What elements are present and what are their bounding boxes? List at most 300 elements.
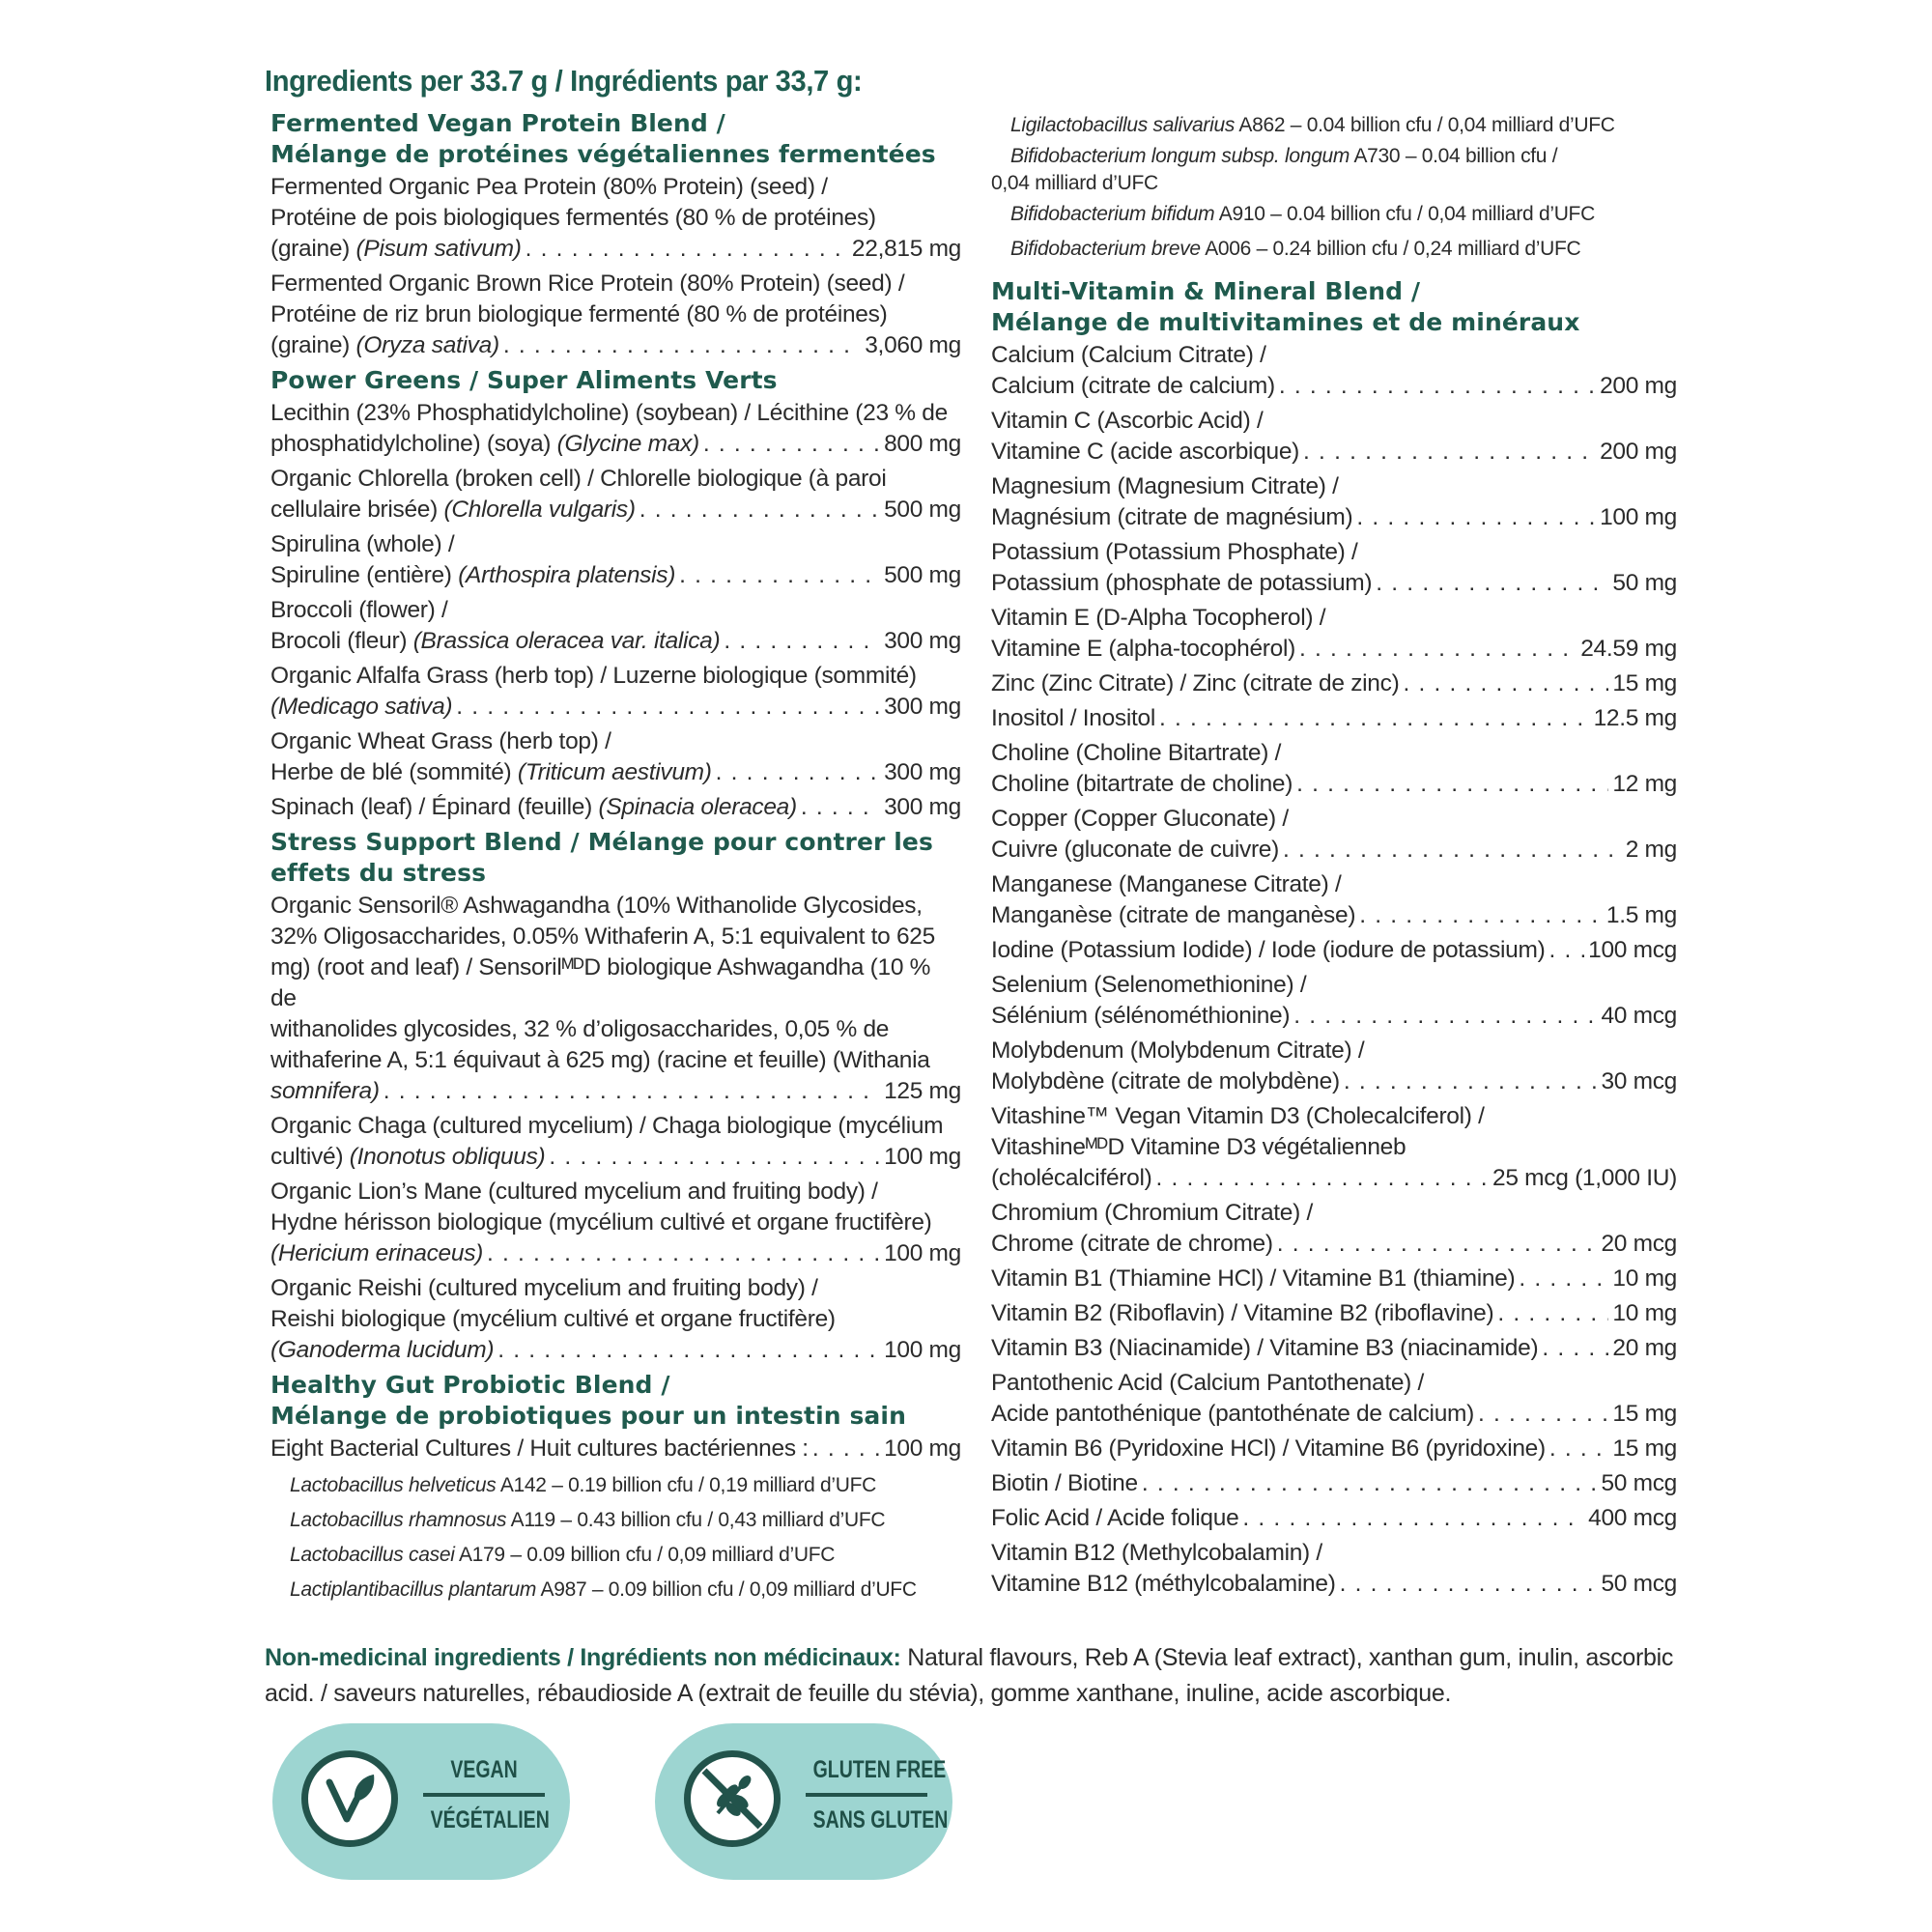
ingredient-amount: 15 mg xyxy=(1612,1435,1677,1462)
ingredient-text: Sélénium (sélénométhionine) xyxy=(991,1003,1291,1029)
ingredient-last-line xyxy=(991,835,1279,866)
ingredient-item xyxy=(270,172,961,265)
ingredient-amount-row xyxy=(270,429,961,460)
ingredient-text: Iodine (Potassium Iodide) / Iode (iodure de potassium) xyxy=(991,937,1546,963)
leader-dots xyxy=(503,330,861,361)
ingredient-last-line xyxy=(991,769,1293,800)
ingredient-line: Organic Lion’s Mane (cultured mycelium and fruiting body) / xyxy=(270,1179,878,1205)
ingredient-amount: 50 mg xyxy=(1612,570,1677,596)
ingredient-last-line xyxy=(991,1001,1290,1032)
greens-list xyxy=(270,398,961,823)
ingredient-amount-row xyxy=(991,1569,1677,1600)
ingredient-line: Manganese (Manganese Citrate) / xyxy=(991,871,1342,897)
leader-dots xyxy=(526,234,848,265)
ingredient-last-line xyxy=(270,1076,380,1107)
ingredient-item xyxy=(270,1111,961,1173)
ingredient-item xyxy=(991,935,1677,966)
leader-dots xyxy=(497,1335,880,1366)
ingredient-amount-row xyxy=(991,835,1677,866)
ingredient-line: mg) (root and leaf) / SensorilᴹᴰD biologique Ashwagandha (10 % de xyxy=(270,954,931,1011)
ingredient-text: Molybdène (citrate de molybdène) xyxy=(991,1068,1340,1094)
ingredient-amount-row xyxy=(991,900,1677,931)
ingredient-amount-row xyxy=(991,1434,1677,1464)
gluten-free-label-en: GLUTEN FREE xyxy=(812,1756,947,1783)
ingredient-last-line xyxy=(270,792,797,823)
strain-count: A910 – 0.04 billion cfu / 0,04 milliard d’UFC xyxy=(1214,203,1595,225)
ingredient-item xyxy=(991,1264,1677,1294)
page-title: Ingredients per 33.7 g / Ingrédients par 33,7 g: xyxy=(265,64,863,98)
ingredient-line: Copper (Copper Gluconate) / xyxy=(991,806,1289,832)
ingredient-amount-row xyxy=(991,1503,1677,1534)
strain-count: A730 – 0.04 billion cfu / xyxy=(1350,145,1558,167)
scientific-name: (Medicago sativa) xyxy=(270,694,453,720)
ingredient-last-line xyxy=(991,703,1155,734)
ingredient-last-line xyxy=(270,1335,494,1366)
ingredient-amount-row xyxy=(270,757,961,788)
ingredient-line: Magnesium (Magnesium Citrate) / xyxy=(991,473,1339,499)
strain-name: Bifidobacterium bifidum xyxy=(1010,203,1215,225)
leader-dots xyxy=(1159,703,1590,734)
probiotic-strain xyxy=(991,197,1677,232)
ingredient-amount-row xyxy=(991,1333,1677,1364)
strain-count: A006 – 0.24 billion cfu / 0,24 milliard d’UFC xyxy=(1200,238,1581,260)
ingredient-last-line xyxy=(991,1434,1546,1464)
ingredient-amount: 25 mcg (1,000 IU) xyxy=(1492,1165,1677,1191)
right-column xyxy=(991,108,1677,1604)
ingredient-amount: 15 mg xyxy=(1612,1401,1677,1427)
vegan-badge xyxy=(272,1723,570,1880)
ingredient-amount: 400 mcg xyxy=(1588,1505,1677,1531)
ingredient-item xyxy=(991,1468,1677,1499)
ingredient-amount: 100 mg xyxy=(884,1144,961,1170)
probiotic-total-amount: 100 mg xyxy=(884,1435,961,1462)
ingredient-last-line xyxy=(991,1468,1138,1499)
leader-dots xyxy=(1296,769,1608,800)
ingredient-last-line xyxy=(991,1229,1273,1260)
ingredient-item xyxy=(270,269,961,361)
ingredient-amount: 100 mcg xyxy=(1588,937,1677,963)
ingredient-line: Calcium (Calcium Citrate) / xyxy=(991,342,1266,368)
leader-dots xyxy=(1519,1264,1608,1294)
ingredient-item xyxy=(991,804,1677,866)
ingredient-item xyxy=(270,1273,961,1366)
ingredient-amount: 50 mcg xyxy=(1601,1470,1677,1496)
leader-dots xyxy=(1497,1298,1608,1329)
ingredient-line: Organic Chlorella (broken cell) / Chlorelle biologique (à paroi xyxy=(270,466,887,492)
ingredient-amount: 200 mg xyxy=(1600,373,1677,399)
ingredient-text: Vitamin B1 (Thiamine HCl) / Vitamine B1 (thiamine) xyxy=(991,1265,1516,1292)
ingredient-last-line xyxy=(991,1503,1238,1534)
leader-dots xyxy=(1356,502,1596,533)
leader-dots xyxy=(716,757,880,788)
ingredient-last-line xyxy=(991,568,1372,599)
ingredient-amount-row xyxy=(991,437,1677,468)
probiotic-strain xyxy=(991,108,1677,143)
ingredient-amount: 300 mg xyxy=(884,759,961,785)
ingredient-item xyxy=(991,603,1677,665)
probiotic-strain xyxy=(270,1573,961,1607)
leader-dots xyxy=(1359,900,1603,931)
probiotic-strain xyxy=(991,143,1677,170)
ingredient-text: Cuivre (gluconate de cuivre) xyxy=(991,837,1279,863)
ingredient-amount-row xyxy=(270,234,961,265)
ingredient-amount-row xyxy=(991,568,1677,599)
ingredient-amount-row xyxy=(270,626,961,657)
strain-name: Lactiplantibacillus plantarum xyxy=(290,1578,537,1601)
probiotic-strain-cont: 0,04 milliard d’UFC xyxy=(991,172,1158,194)
probiotic-strain xyxy=(270,1503,961,1538)
ingredient-last-line xyxy=(991,1163,1151,1194)
vitamins-heading-line1: Multi-Vitamin & Mineral Blend / xyxy=(991,277,1421,305)
ingredient-text: (cholécalciférol) xyxy=(991,1165,1152,1191)
strain-name: Lactobacillus helveticus xyxy=(290,1474,497,1496)
ingredient-last-line xyxy=(991,1333,1538,1364)
badge-divider xyxy=(423,1793,545,1797)
ingredient-text: (graine) xyxy=(270,332,351,358)
ingredient-item xyxy=(991,1503,1677,1534)
ingredient-amount-row xyxy=(991,1399,1677,1430)
ingredient-amount: 200 mg xyxy=(1600,439,1677,465)
ingredient-amount: 125 mg xyxy=(884,1078,961,1104)
ingredient-line: Organic Sensoril® Ashwagandha (10% Withanolide Glycosides, xyxy=(270,893,923,919)
non-medicinal-ingredients xyxy=(265,1640,1685,1712)
scientific-name: (Arthospira platensis) xyxy=(458,562,676,588)
ingredient-amount-row xyxy=(991,1163,1677,1194)
ingredient-item xyxy=(991,1434,1677,1464)
ingredient-amount-row xyxy=(991,1229,1677,1260)
ingredient-amount-row xyxy=(270,1335,961,1366)
ingredient-last-line xyxy=(991,371,1275,402)
ingredient-amount-row xyxy=(270,792,961,823)
ingredient-line: Pantothenic Acid (Calcium Pantothenate) / xyxy=(991,1370,1425,1396)
scientific-name: (Ganoderma lucidum) xyxy=(270,1337,495,1363)
ingredient-item xyxy=(991,703,1677,734)
leader-dots xyxy=(1549,1434,1609,1464)
ingredient-amount: 500 mg xyxy=(884,497,961,523)
ingredient-amount-row xyxy=(991,668,1677,699)
ingredient-amount: 12 mg xyxy=(1612,771,1677,797)
leader-dots xyxy=(724,626,880,657)
scientific-name: somnifera) xyxy=(270,1078,380,1104)
ingredient-text: Spiruline (entière) xyxy=(270,562,452,588)
ingredient-amount: 300 mg xyxy=(884,794,961,820)
ingredient-amount: 100 mg xyxy=(1600,504,1677,530)
ingredient-line: Organic Chaga (cultured mycelium) / Chaga biologique (mycélium xyxy=(270,1113,944,1139)
probiotic-strain xyxy=(270,1468,961,1503)
probiotic-strain xyxy=(991,232,1677,267)
ingredient-text: Spinach (leaf) / Épinard (feuille) xyxy=(270,794,592,820)
leader-dots xyxy=(1340,1569,1598,1600)
ingredient-text: Vitamin B2 (Riboflavin) / Vitamine B2 (riboflavine) xyxy=(991,1300,1494,1326)
section-heading-probiotic xyxy=(270,1370,961,1432)
left-column xyxy=(270,106,961,1607)
leader-dots xyxy=(801,792,880,823)
ingredient-amount-row xyxy=(991,1298,1677,1329)
ingredient-line: Lecithin (23% Phosphatidylcholine) (soybean) / Lécithine (23 % de xyxy=(270,400,948,426)
scientific-name: (Brassica oleracea var. italica) xyxy=(412,628,721,654)
ingredient-line: 32% Oligosaccharides, 0.05% Withaferin A, 5:1 equivalent to 625 xyxy=(270,923,935,950)
ingredient-amount-row xyxy=(270,560,961,591)
ingredient-text: Potassium (phosphate de potassium) xyxy=(991,570,1373,596)
ingredient-line: Hydne hérisson biologique (mycélium cultivé et organe fructifère) xyxy=(270,1209,932,1236)
ingredient-line: Protéine de pois biologiques fermentés (80 % de protéines) xyxy=(270,205,876,231)
strain-name: Ligilactobacillus salivarius xyxy=(1010,114,1236,136)
ingredient-amount: 30 mcg xyxy=(1601,1068,1677,1094)
ingredient-line: Reishi biologique (mycélium cultivé et organe fructifère) xyxy=(270,1306,836,1332)
ingredient-amount-row xyxy=(991,1066,1677,1097)
ingredient-line: Broccoli (flower) / xyxy=(270,597,448,623)
ingredient-amount: 1.5 mg xyxy=(1605,902,1677,928)
ingredient-last-line xyxy=(991,1399,1474,1430)
ingredient-last-line xyxy=(270,429,699,460)
ingredient-item xyxy=(991,1036,1677,1097)
ingredient-line: Molybdenum (Molybdenum Citrate) / xyxy=(991,1037,1365,1064)
section-heading-vitamins xyxy=(991,276,1677,338)
leader-dots xyxy=(1376,568,1608,599)
ingredient-item xyxy=(991,340,1677,402)
ingredient-last-line xyxy=(991,502,1352,533)
ingredient-last-line xyxy=(991,1264,1515,1294)
ingredient-amount-row xyxy=(991,703,1677,734)
ingredient-amount-row xyxy=(270,330,961,361)
leader-dots xyxy=(703,429,880,460)
section-heading-protein xyxy=(270,108,961,170)
ingredient-last-line xyxy=(270,1238,483,1269)
ingredient-line: withaferine A, 5:1 équivaut à 625 mg) (racine et feuille) (Withania xyxy=(270,1047,930,1073)
ingredient-amount-row xyxy=(991,935,1677,966)
strain-count: A119 – 0.43 billion cfu / 0,43 milliard d’UFC xyxy=(506,1509,886,1531)
non-medicinal-label: Non-medicinal ingredients / Ingrédients non médicinaux: xyxy=(265,1644,901,1671)
vegan-label-fr: VÉGÉTALIEN xyxy=(430,1806,550,1833)
section-heading-greens: Power Greens / Super Aliments Verts xyxy=(270,366,778,394)
ingredient-text: Acide pantothénique (pantothénate de calcium) xyxy=(991,1401,1474,1427)
stress-heading-line2: effets du stress xyxy=(270,859,487,887)
ingredient-last-line xyxy=(270,757,712,788)
ingredient-line: Vitamin C (Ascorbic Acid) / xyxy=(991,408,1264,434)
vegan-leaf-icon xyxy=(301,1750,398,1847)
leader-dots xyxy=(1403,668,1608,699)
section-heading-stress xyxy=(270,827,961,889)
ingredient-item xyxy=(270,464,961,526)
ingredient-text: Biotin / Biotine xyxy=(991,1470,1138,1496)
probiotic-strain-list-cont xyxy=(991,108,1677,267)
ingredient-last-line xyxy=(991,1569,1336,1600)
ingredient-text: Vitamin B6 (Pyridoxine HCl) / Vitamine B6 (pyridoxine) xyxy=(991,1435,1546,1462)
ingredient-line: Spirulina (whole) / xyxy=(270,531,455,557)
ingredient-amount: 24.59 mg xyxy=(1580,636,1677,662)
ingredient-text: Zinc (Zinc Citrate) / Zinc (citrate de zinc) xyxy=(991,670,1400,696)
gluten-free-badge xyxy=(655,1723,952,1880)
ingredient-amount-row xyxy=(991,1468,1677,1499)
leader-dots xyxy=(679,560,880,591)
ingredient-last-line xyxy=(270,330,499,361)
ingredient-amount-row xyxy=(270,692,961,723)
ingredient-item xyxy=(991,537,1677,599)
protein-heading-line2: Mélange de protéines végétaliennes fermentées xyxy=(270,140,936,168)
ingredient-text: Inositol / Inositol xyxy=(991,705,1155,731)
ingredient-item xyxy=(991,738,1677,800)
leader-dots xyxy=(456,692,880,723)
ingredient-amount: 800 mg xyxy=(884,431,961,457)
strain-count: A987 – 0.09 billion cfu / 0,09 milliard d’UFC xyxy=(536,1578,917,1601)
leader-dots xyxy=(1279,371,1596,402)
ingredient-amount: 300 mg xyxy=(884,628,961,654)
ingredient-item xyxy=(270,595,961,657)
probiotic-total xyxy=(270,1434,961,1464)
strain-count: A862 – 0.04 billion cfu / 0,04 milliard d’UFC xyxy=(1235,114,1615,136)
ingredient-line: Potassium (Potassium Phosphate) / xyxy=(991,539,1358,565)
vegan-label-en: VEGAN xyxy=(450,1756,518,1783)
ingredient-amount-row xyxy=(991,634,1677,665)
ingredient-last-line xyxy=(991,437,1299,468)
strain-name: Bifidobacterium longum subsp. longum xyxy=(1010,145,1350,167)
leader-dots xyxy=(1548,935,1584,966)
ingredient-last-line xyxy=(270,495,636,526)
stress-list xyxy=(270,891,961,1366)
scientific-name: (Hericium erinaceus) xyxy=(270,1240,484,1266)
scientific-name: (Pisum sativum) xyxy=(355,236,522,262)
ingredient-line: Organic Wheat Grass (herb top) / xyxy=(270,728,611,754)
ingredient-line: VitashineᴹᴰD Vitamine D3 végétalienneb xyxy=(991,1134,1406,1160)
ingredient-amount-row xyxy=(991,1001,1677,1032)
ingredient-item xyxy=(991,1101,1677,1194)
ingredient-item xyxy=(270,398,961,460)
leader-dots xyxy=(1293,1001,1597,1032)
ingredient-line: Vitashine™ Vegan Vitamin D3 (Cholecalciferol) / xyxy=(991,1103,1485,1129)
ingredient-item xyxy=(270,529,961,591)
leader-dots xyxy=(1303,437,1596,468)
ingredient-item xyxy=(270,1177,961,1269)
ingredient-text: Magnésium (citrate de magnésium) xyxy=(991,504,1353,530)
vitamins-heading-line2: Mélange de multivitamines et de minéraux xyxy=(991,308,1580,336)
ingredient-amount-row xyxy=(991,371,1677,402)
scientific-name: (Oryza sativa) xyxy=(355,332,499,358)
ingredient-last-line xyxy=(270,560,675,591)
badge-divider xyxy=(806,1793,927,1797)
ingredient-text: cellulaire brisée) xyxy=(270,497,438,523)
leader-dots xyxy=(1344,1066,1598,1097)
ingredient-amount: 40 mcg xyxy=(1601,1003,1677,1029)
ingredient-last-line xyxy=(270,692,452,723)
strain-count: A142 – 0.19 billion cfu / 0,19 milliard d’UFC xyxy=(496,1474,877,1496)
leader-dots xyxy=(1242,1503,1584,1534)
ingredient-line: Organic Alfalfa Grass (herb top) / Luzerne biologique (sommité) xyxy=(270,663,917,689)
probiotic-strain xyxy=(270,1538,961,1573)
ingredient-amount: 10 mg xyxy=(1612,1265,1677,1292)
ingredient-item xyxy=(991,1198,1677,1260)
leader-dots xyxy=(549,1142,880,1173)
probiotic-total-label: Eight Bacterial Cultures / Huit cultures bactériennes : xyxy=(270,1435,809,1462)
leader-dots xyxy=(1155,1163,1489,1194)
ingredient-last-line xyxy=(270,626,720,657)
ingredient-amount: 500 mg xyxy=(884,562,961,588)
leader-dots xyxy=(1478,1399,1608,1430)
protein-list xyxy=(270,172,961,361)
ingredient-item xyxy=(270,661,961,723)
leader-dots xyxy=(1542,1333,1608,1364)
ingredient-text: Manganèse (citrate de manganèse) xyxy=(991,902,1356,928)
ingredient-amount-row xyxy=(991,502,1677,533)
ingredient-item xyxy=(991,1333,1677,1364)
scientific-name: (Triticum aestivum) xyxy=(517,759,712,785)
ingredient-amount: 10 mg xyxy=(1612,1300,1677,1326)
ingredient-text: Chrome (citrate de chrome) xyxy=(991,1231,1273,1257)
scientific-name: (Spinacia oleracea) xyxy=(598,794,797,820)
ingredient-amount-row xyxy=(270,1076,961,1107)
ingredient-line: Choline (Choline Bitartrate) / xyxy=(991,740,1282,766)
leader-dots xyxy=(1277,1229,1598,1260)
ingredient-text: Calcium (citrate de calcium) xyxy=(991,373,1275,399)
ingredient-line: Vitamin E (D-Alpha Tocopherol) / xyxy=(991,605,1326,631)
ingredient-text: Vitamine E (alpha-tocophérol) xyxy=(991,636,1295,662)
ingredient-text: Vitamin B3 (Niacinamide) / Vitamine B3 (niacinamide) xyxy=(991,1335,1539,1361)
non-medicinal-text: Natural flavours, Reb A (Stevia leaf extract), xanthan gum, inulin, ascorbic acid. / saveurs naturelles, rébaudioside A (extrait de feuille du stévia), gomme xanthane, inuline, acide ascorbique. xyxy=(265,1644,1674,1707)
ingredient-amount: 22,815 mg xyxy=(851,236,961,262)
ingredient-text: Choline (bitartrate de choline) xyxy=(991,771,1293,797)
ingredient-last-line xyxy=(991,634,1295,665)
ingredient-text: Folic Acid / Acide folique xyxy=(991,1505,1239,1531)
ingredient-amount-row xyxy=(270,495,961,526)
ingredient-item xyxy=(991,668,1677,699)
ingredient-last-line xyxy=(270,234,522,265)
ingredient-item xyxy=(991,1298,1677,1329)
ingredient-text: Herbe de blé (sommité) xyxy=(270,759,512,785)
ingredient-item xyxy=(991,471,1677,533)
ingredient-line: Fermented Organic Brown Rice Protein (80% Protein) (seed) / xyxy=(270,270,905,297)
vitamin-list xyxy=(991,340,1677,1600)
no-wheat-icon xyxy=(684,1750,781,1847)
probiotic-heading-line2: Mélange de probiotiques pour un intestin sain xyxy=(270,1402,906,1430)
ingredient-line: Protéine de riz brun biologique fermenté (80 % de protéines) xyxy=(270,301,888,327)
ingredient-amount: 20 mg xyxy=(1612,1335,1677,1361)
leader-dots xyxy=(1299,634,1577,665)
ingredient-item xyxy=(991,406,1677,468)
leader-dots xyxy=(487,1238,880,1269)
stress-heading-line1: Stress Support Blend / Mélange pour contrer les xyxy=(270,828,933,856)
scientific-name: (Inonotus obliquus) xyxy=(349,1144,546,1170)
ingredient-amount: 50 mcg xyxy=(1601,1571,1677,1597)
ingredient-last-line xyxy=(991,1298,1493,1329)
leader-dots xyxy=(812,1434,880,1464)
ingredient-text: Vitamine B12 (méthylcobalamine) xyxy=(991,1571,1336,1597)
ingredient-amount-row xyxy=(991,769,1677,800)
probiotic-heading-line1: Healthy Gut Probiotic Blend / xyxy=(270,1371,670,1399)
ingredient-last-line xyxy=(270,1142,545,1173)
leader-dots xyxy=(384,1076,880,1107)
ingredient-text: Brocoli (fleur) xyxy=(270,628,408,654)
ingredient-amount: 12.5 mg xyxy=(1593,705,1677,731)
ingredient-amount: 3,060 mg xyxy=(865,332,961,358)
ingredient-line: Chromium (Chromium Citrate) / xyxy=(991,1200,1313,1226)
ingredient-amount-row xyxy=(270,1238,961,1269)
ingredient-amount: 100 mg xyxy=(884,1240,961,1266)
ingredient-item xyxy=(991,869,1677,931)
ingredient-item xyxy=(991,1538,1677,1600)
ingredient-line: Organic Reishi (cultured mycelium and fruiting body) / xyxy=(270,1275,818,1301)
strain-name: Lactobacillus casei xyxy=(290,1544,455,1566)
ingredient-item xyxy=(991,970,1677,1032)
ingredient-last-line xyxy=(991,1066,1340,1097)
scientific-name: (Glycine max) xyxy=(556,431,699,457)
protein-heading-line1: Fermented Vegan Protein Blend / xyxy=(270,109,725,137)
ingredient-last-line xyxy=(991,935,1545,966)
ingredient-line: Fermented Organic Pea Protein (80% Protein) (seed) / xyxy=(270,174,828,200)
ingredient-amount-row xyxy=(991,1264,1677,1294)
ingredient-amount: 15 mg xyxy=(1612,670,1677,696)
ingredient-last-line xyxy=(991,900,1355,931)
ingredient-text: phosphatidylcholine) (soya) xyxy=(270,431,552,457)
ingredient-item xyxy=(270,792,961,823)
